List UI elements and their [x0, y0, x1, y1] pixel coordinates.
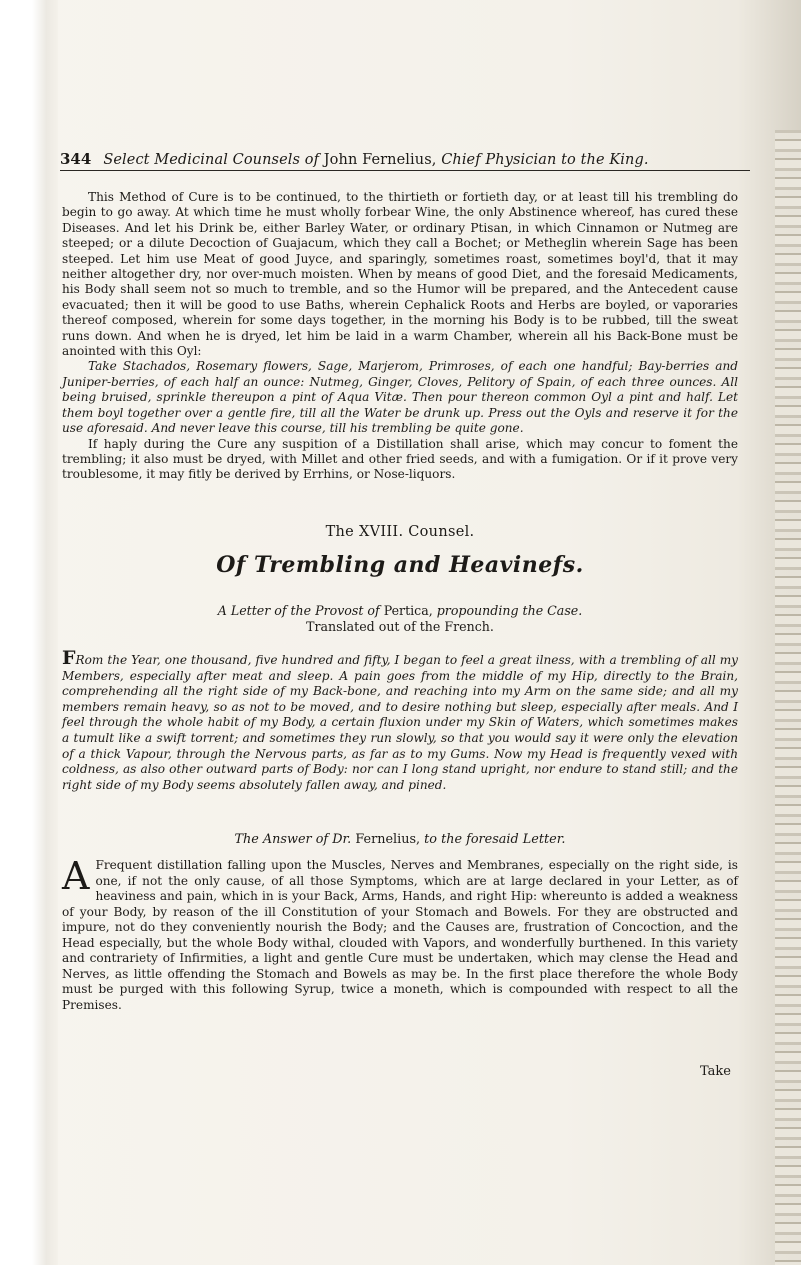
top-text — [62, 190, 738, 483]
letter-body — [62, 647, 738, 793]
letter-intro-line-1 — [62, 603, 738, 619]
page-number: 344 — [60, 150, 92, 168]
answer-heading-italic-2: to the foresaid Letter. — [424, 832, 566, 847]
catchword: Take — [700, 1064, 731, 1079]
answer-heading — [62, 832, 738, 847]
answer-body — [62, 854, 738, 1013]
letter-paragraph — [62, 647, 738, 793]
followup-paragraph: If haply during the Cure any suspition of a Distillation shall arise, which may concur to foment the trembling; it also must be dryed, with Millet and other fried seeds, and with a fumigation. Or if it prove very troublesome, it may fitly be derived by Errhins, or Nose-liquors. — [62, 436, 738, 482]
running-title — [103, 152, 648, 168]
running-head — [60, 150, 750, 171]
letter-text: Rom the Year, one thousand, five hundred and fifty, I began to feel a great ilness, with a trembling of all my Members, especially after meat and sleep. A pain goes from the middle of my Hip, directly to the Brain, comprehending all the right side of my Back-bone, and reaching into my Arm on the same side; and all my members remain heavy, so as not to be moved, and to desire nothing but sleep, especially after meals. And I feel through the whole habit of my Body, a certain fluxion under my Skin of Waters, which sometimes makes a tumult like a swift torrent; and sometimes they run slowly, so that you would say it were only the elevation of a thick Vapour, through the Nervous parts, as far as to my Gums. Now my Head is frequently vexed with coldness, as also other outward parts of Body: nor can I long stand upright, nor endure to stand still; and the right side of my Body seems absolutely fallen away, and pined. — [62, 653, 738, 792]
oil-recipe: Take Stachados, Rosemary flowers, Sage, Marjerom, Primroses, of each one handful; Bay-berries and Juniper-berries, of each half an ounce: Nutmeg, Ginger, Cloves, Pelitory of Spain, of each three ounces. All being bruised, sprinkle thereupon a pint of Aqua Vitæ. Then pour thereon common Oyl a pint and half. Let them boyl together over a gentle fire, till all the Water be drunk up. Press out the Oyls and reserve it for the use aforesaid. And never leave this course, till his trembling be quite gone. — [62, 359, 738, 436]
answer-paragraph: Frequent distillation falling upon the Muscles, Nerves and Membranes, especially on the right side, is one, if not the only cause, of all those Symptoms, which are at large declared in your Letter, as of heaviness and pain, which in is your Back, Arms, Hands, and right Hip: whereunto is added a weakness of your Body, by reason of the ill Constitution of your Stomach and Bowels. For they are obstructed and impure, not do they conveniently nourish the Body; and the Causes are, frustration of Concoction, and the Head especially, but the whole Body withal, clouded with Vapors, and wonderfully burthened. In this variety and contrariety of Infirmities, a light and gentle Cure must be undertaken, which may clense the Head and Nerves, as little offending the Stomach and Bowels as may be. In the first place therefore the whole Body must be purged with this following Syrup, twice a moneth, which is compounded with respect to all the Premises. — [62, 858, 738, 1012]
running-title-part-2: Chief Physician to the King. — [441, 152, 649, 168]
running-title-part-1: Select Medicinal Counsels of — [103, 152, 320, 168]
letter-intro-line-2: Translated out of the French. — [306, 619, 494, 634]
letter-intro-italic: A Letter of the Provost of — [217, 603, 380, 618]
answer-dropcap: A — [62, 854, 90, 898]
letter-intro-place: Pertica, — [383, 603, 433, 618]
chapter-title: Of Trembling and Heavinefs. — [216, 552, 584, 578]
page-edge-stack — [775, 130, 801, 1265]
running-title-author: John Fernelius, — [323, 152, 437, 168]
page-gutter — [0, 0, 58, 1265]
answer-heading-italic: The Answer of Dr. — [234, 832, 352, 847]
counsel-heading: The XVIII. Counsel. — [325, 524, 475, 540]
answer-heading-author: Fernelius, — [355, 832, 421, 847]
top-paragraph: This Method of Cure is to be continued, to the thirtieth or fortieth day, or at least till his trembling do begin to go away. At which time he must wholly forbear Wine, the only Abstinence whereof, has cured these Diseases. And let his Drink be, either Barley Water, or ordinary Ptisan, in which Cinnamon or Nutmeg are steeped; or a dilute Decoction of Guajacum, which they call a Bochet; or Metheglin wherein Sage has been steeped. Let him use Meat of good Juyce, and sparingly, sometimes roast, sometimes boyl'd, that it may neither altogether dry, nor over-much moisten. When by means of good Diet, and the foresaid Medicaments, his Body shall seem not so much to tremble, and so the Humor will be prepared, and the Antecedent cause evacuated; then it will be good to use Baths, wherein Cephalick Roots and Herbs are boyled, or vaporaries thereof composed, wherein for some days together, in the morning his Body is to be rubbed, till the sweat runs down. And when he is dryed, let him be laid in a warm Chamber, wherein all his Back-Bone must be anointed with this Oyl: — [62, 190, 738, 359]
letter-intro — [62, 603, 738, 635]
letter-intro-italic-2: propounding the Case. — [436, 603, 583, 618]
letter-dropcap: F — [62, 647, 76, 669]
